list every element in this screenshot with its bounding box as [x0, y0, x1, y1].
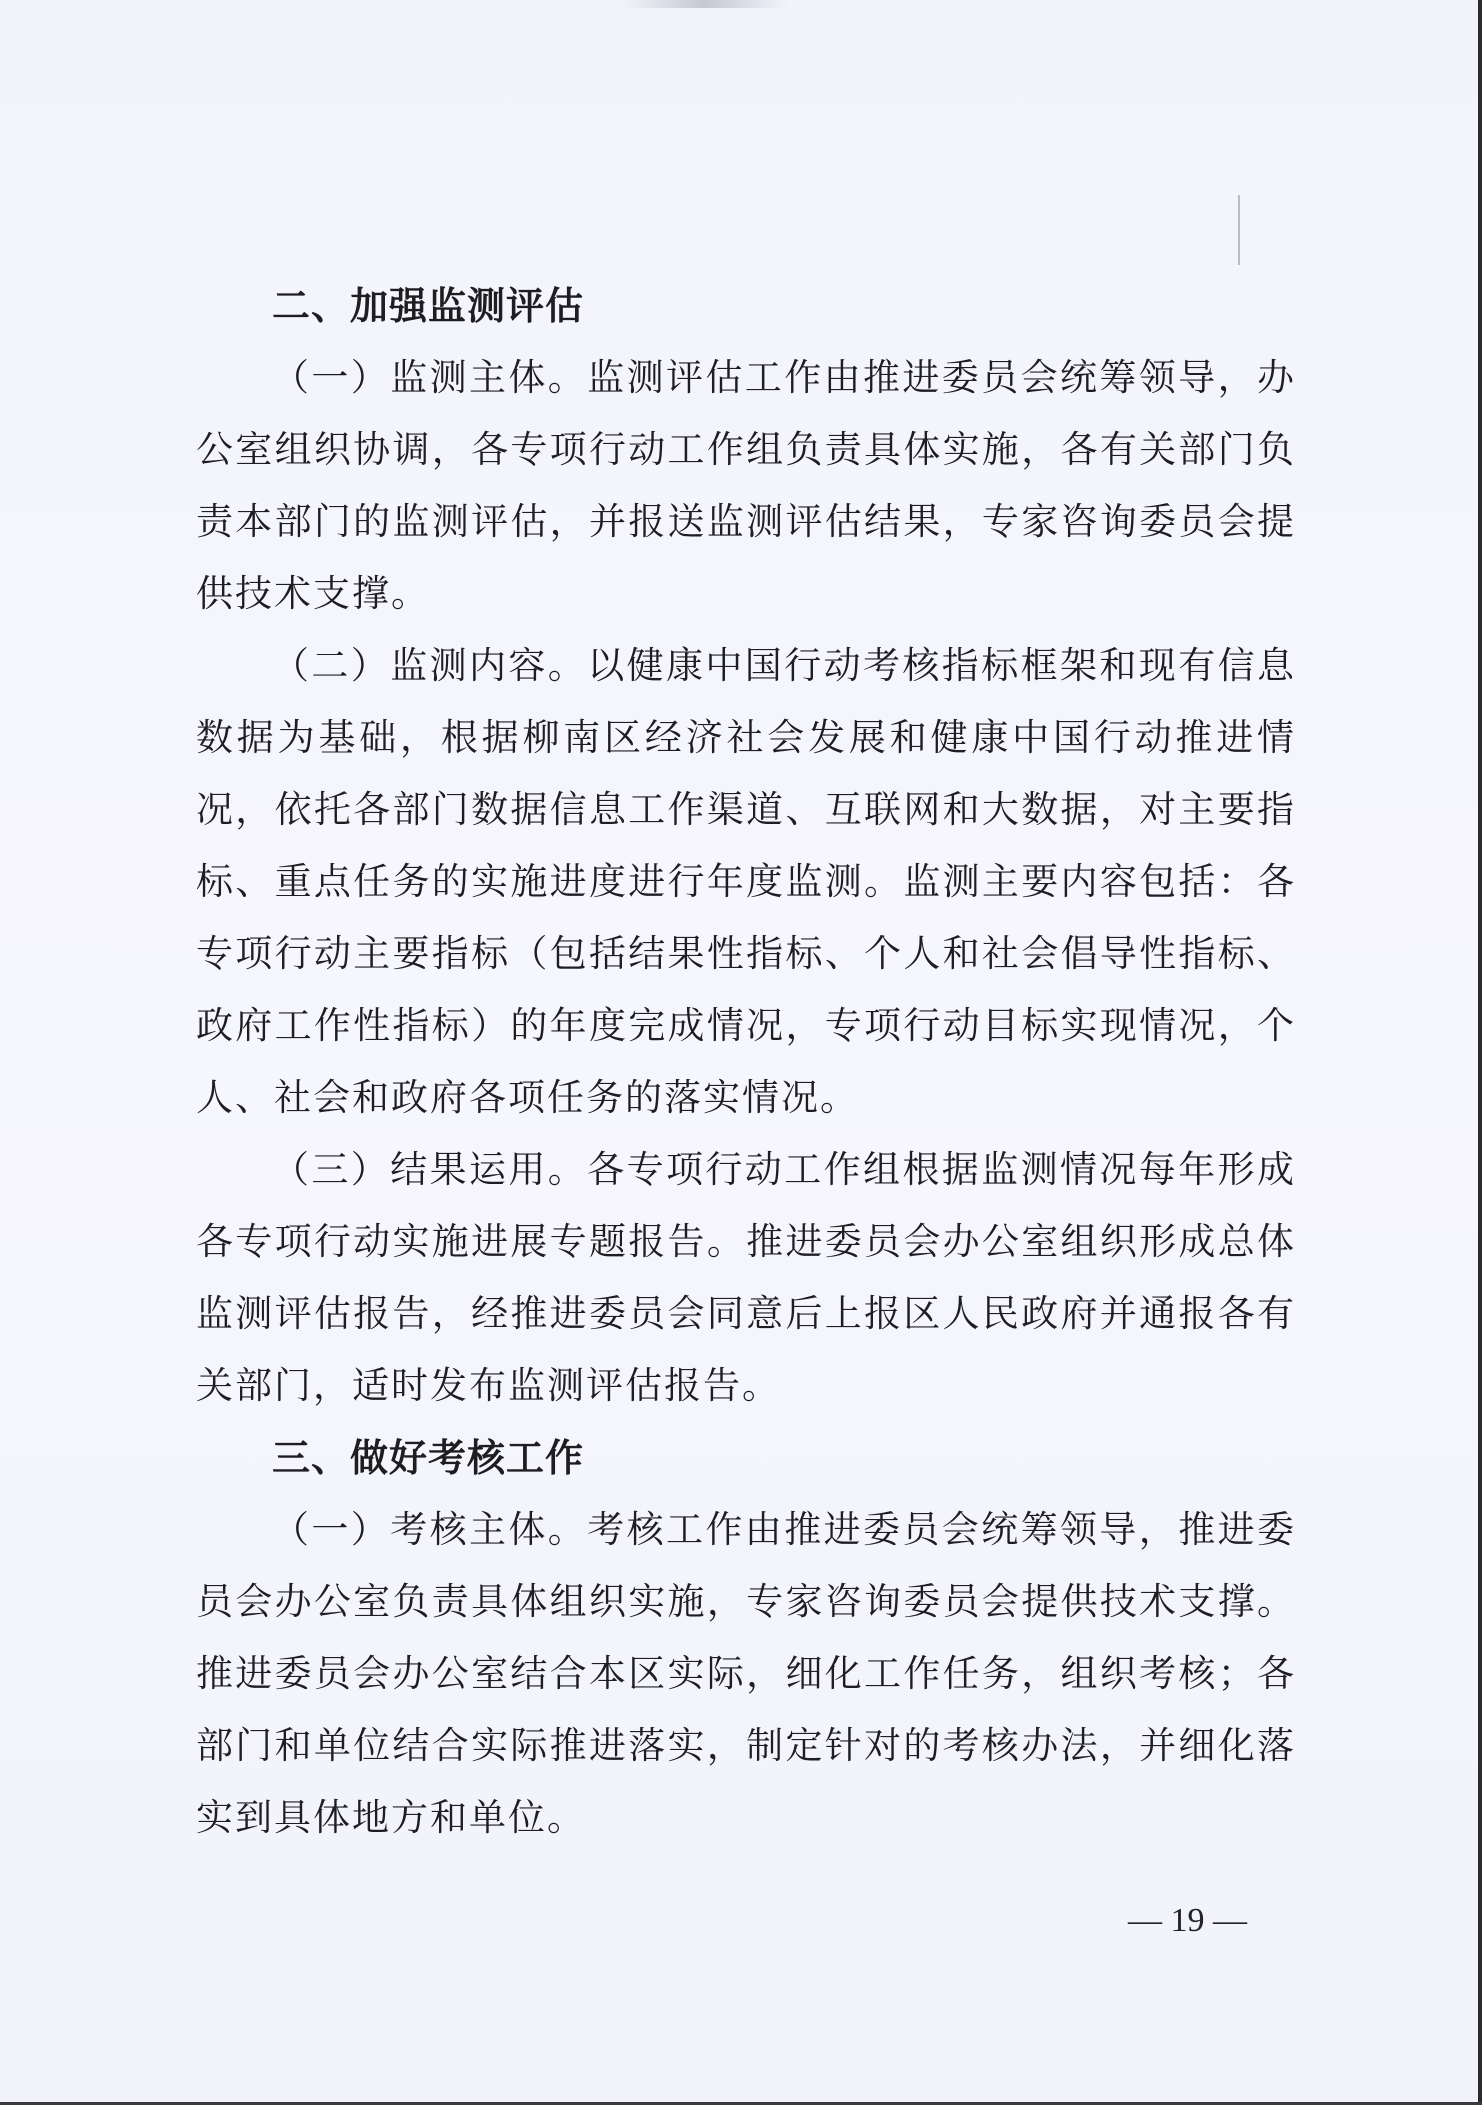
paragraph-monitoring-content: （二）监测内容。以健康中国行动考核指标框架和现有信息数据为基础，根据柳南区经济社会发展和健康中国行动推进情况，依托各部门数据信息工作渠道、互联网和大数据，对主要指标、重点任务的实施进度进行年度监测。监测主要内容包括：各专项行动主要指标（包括结果性指标、个人和社会倡导性指标、政府工作性指标）的年度完成情况，专项行动目标实现情况，个人、社会和政府各项任务的落实情况。: [196, 644, 1296, 1119]
document-body: [196, 270, 1296, 1854]
paragraph-result-use: （三）结果运用。各专项行动工作组根据监测情况每年形成各专项行动实施进展专题报告。推进委员会办公室组织形成总体监测评估报告，经推进委员会同意后上报区人民政府并通报各有关部门，适时发布监测评估报告。: [196, 1148, 1296, 1407]
page-number: — 19 —: [1128, 1902, 1247, 1939]
paragraph-assessment-subject: （一）考核主体。考核工作由推进委员会统筹领导，推进委员会办公室负责具体组织实施，专家咨询委员会提供技术支撑。推进委员会办公室结合本区实际，细化工作任务，组织考核；各部门和单位结合实际推进落实，制定针对的考核办法，并细化落实到具体地方和单位。: [196, 1508, 1296, 1839]
section-heading-monitoring: 二、加强监测评估: [272, 284, 585, 328]
scan-artifact-mark: [1238, 195, 1240, 265]
scan-edge-right: [1478, 0, 1482, 2105]
scan-artifact-top: [620, 0, 790, 8]
section-heading-assessment: 三、做好考核工作: [272, 1436, 585, 1480]
paragraph-monitoring-subject: （一）监测主体。监测评估工作由推进委员会统筹领导，办公室组织协调，各专项行动工作组负责具体实施，各有关部门负责本部门的监测评估，并报送监测评估结果，专家咨询委员会提供技术支撑。: [196, 356, 1296, 615]
